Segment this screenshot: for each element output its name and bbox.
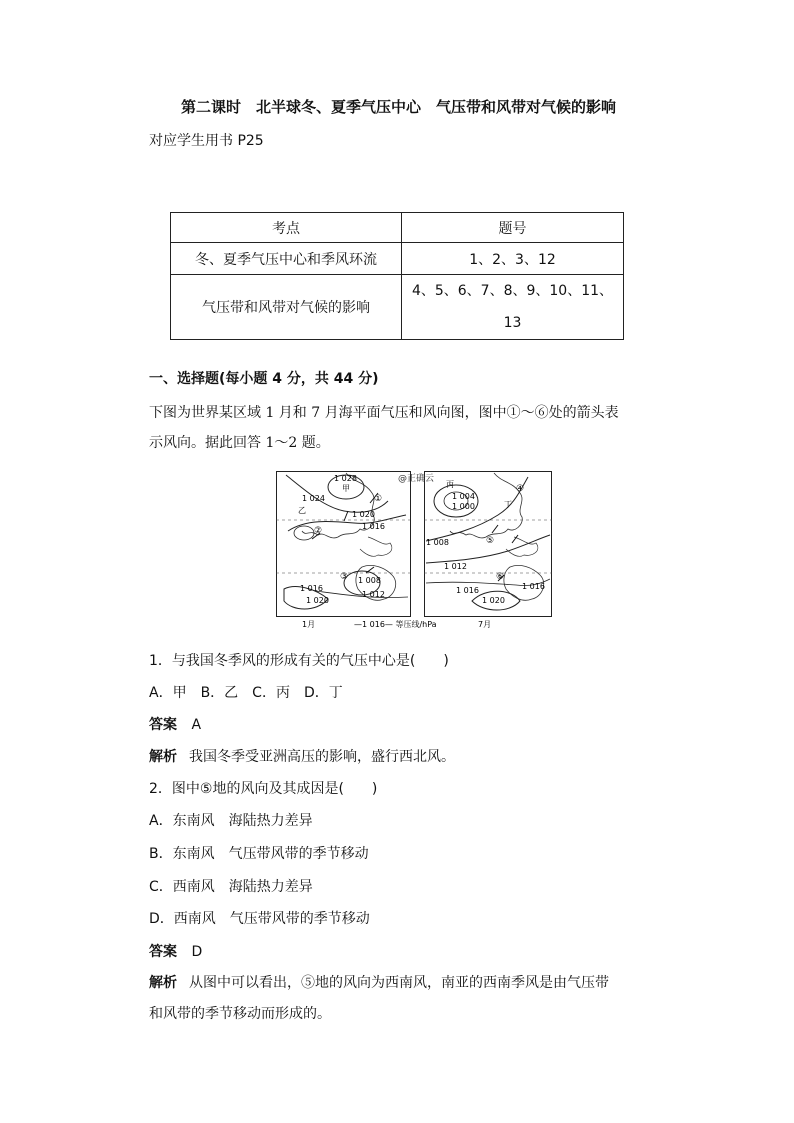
table-row [171,275,624,340]
table-row [171,243,624,275]
isobar-label: 1 028 [334,474,357,483]
question-option: C．西南风 海陆热力差异 [149,879,313,895]
isobar-label: 1 020 [482,596,505,605]
explanation-line [149,972,609,992]
table-cell: 冬、夏季气压中心和季风环流 [171,243,402,275]
caption-january: 1月 [302,620,316,629]
isobar-label: 1 008 [426,538,449,547]
pressure-center-label: 乙 [298,506,306,515]
isobar-label: 1 016 [362,522,385,531]
explanation-line: 和风带的季节移动而形成的。 [149,1006,331,1022]
location-marker: ④ [516,484,525,494]
question-option: D．西南风 气压带风带的季节移动 [149,911,370,927]
question-option: A．东南风 海陆热力差异 [149,813,313,829]
answer-label: 答案 [149,944,177,960]
july-map [424,472,552,617]
january-map [276,472,411,617]
page-reference: 对应学生用书 P25 [149,133,264,149]
pressure-center-label: 丁 [504,500,512,509]
intro-line: 下图为世界某区域 1 月和 7 月海平面气压和风向图，图中①～⑥处的箭头表 [149,405,619,421]
isobar-label: 1 004 [452,492,475,501]
isobar-label: 1 012 [362,590,385,599]
pressure-center-label: 甲 [342,484,350,493]
table-cell: 1、2、3、12 [402,243,624,275]
location-marker: ⑤ [486,536,495,546]
isobar-label: 1 024 [302,494,325,503]
isobar-label: 1 012 [444,562,467,571]
answer-value: D [191,944,203,960]
watermark: @正确云 [398,474,435,484]
explanation-text: 从图中可以看出，⑤地的风向为西南风，南亚的西南季风是由气压带 [189,975,609,991]
location-marker: ⑥ [496,572,505,582]
intro-line: 示风向。据此回答 1～2 题。 [149,435,330,451]
topic-table [170,212,624,340]
page-title: 第二课时 北半球冬、夏季气压中心 气压带和风带对气候的影响 [181,98,617,116]
answer-label: 答案 [149,717,177,733]
isobar-label: 1 020 [352,510,375,519]
table-cell-line: 13 [503,315,522,331]
table-cell: 气压带和风带对气候的影响 [171,275,402,340]
caption-july: 7月 [478,620,492,629]
table-header-row [171,213,624,243]
pressure-wind-map-figure [276,471,552,631]
location-marker: ① [374,494,383,504]
question-options: A．甲 B．乙 C．丙 D．丁 [149,685,343,701]
answer-value: A [191,717,202,733]
explanation-line [149,746,455,766]
explanation-text: 我国冬季受亚洲高压的影响，盛行西北风。 [189,749,455,765]
isobar-label: 1 000 [452,502,475,511]
table-header-topic: 考点 [171,213,402,243]
table-cell [402,275,624,340]
caption-legend: —1 016— 等压线/hPa [354,620,437,629]
isobar-label: 1 016 [300,584,323,593]
table-header-number: 题号 [402,213,624,243]
pressure-center-label: 丙 [446,480,454,489]
isobar-label: 1 020 [306,596,329,605]
isobar-label: 1 008 [358,576,381,585]
isobar-label: 1 016 [522,582,545,591]
table-cell-line: 4、5、6、7、8、9、10、11、 [411,283,614,299]
location-marker: ② [314,526,323,536]
question-stem: 1．与我国冬季风的形成有关的气压中心是( ) [149,653,449,669]
explanation-label: 解析 [149,975,177,991]
location-marker: ③ [340,572,349,582]
answer-line [149,941,202,961]
isobar-label: 1 016 [456,586,479,595]
explanation-label: 解析 [149,749,177,765]
question-option: B．东南风 气压带风带的季节移动 [149,846,369,862]
answer-line [149,714,201,734]
question-stem: 2．图中⑤地的风向及其成因是( ) [149,781,378,797]
section-heading: 一、选择题(每小题 4 分，共 44 分) [149,371,379,387]
